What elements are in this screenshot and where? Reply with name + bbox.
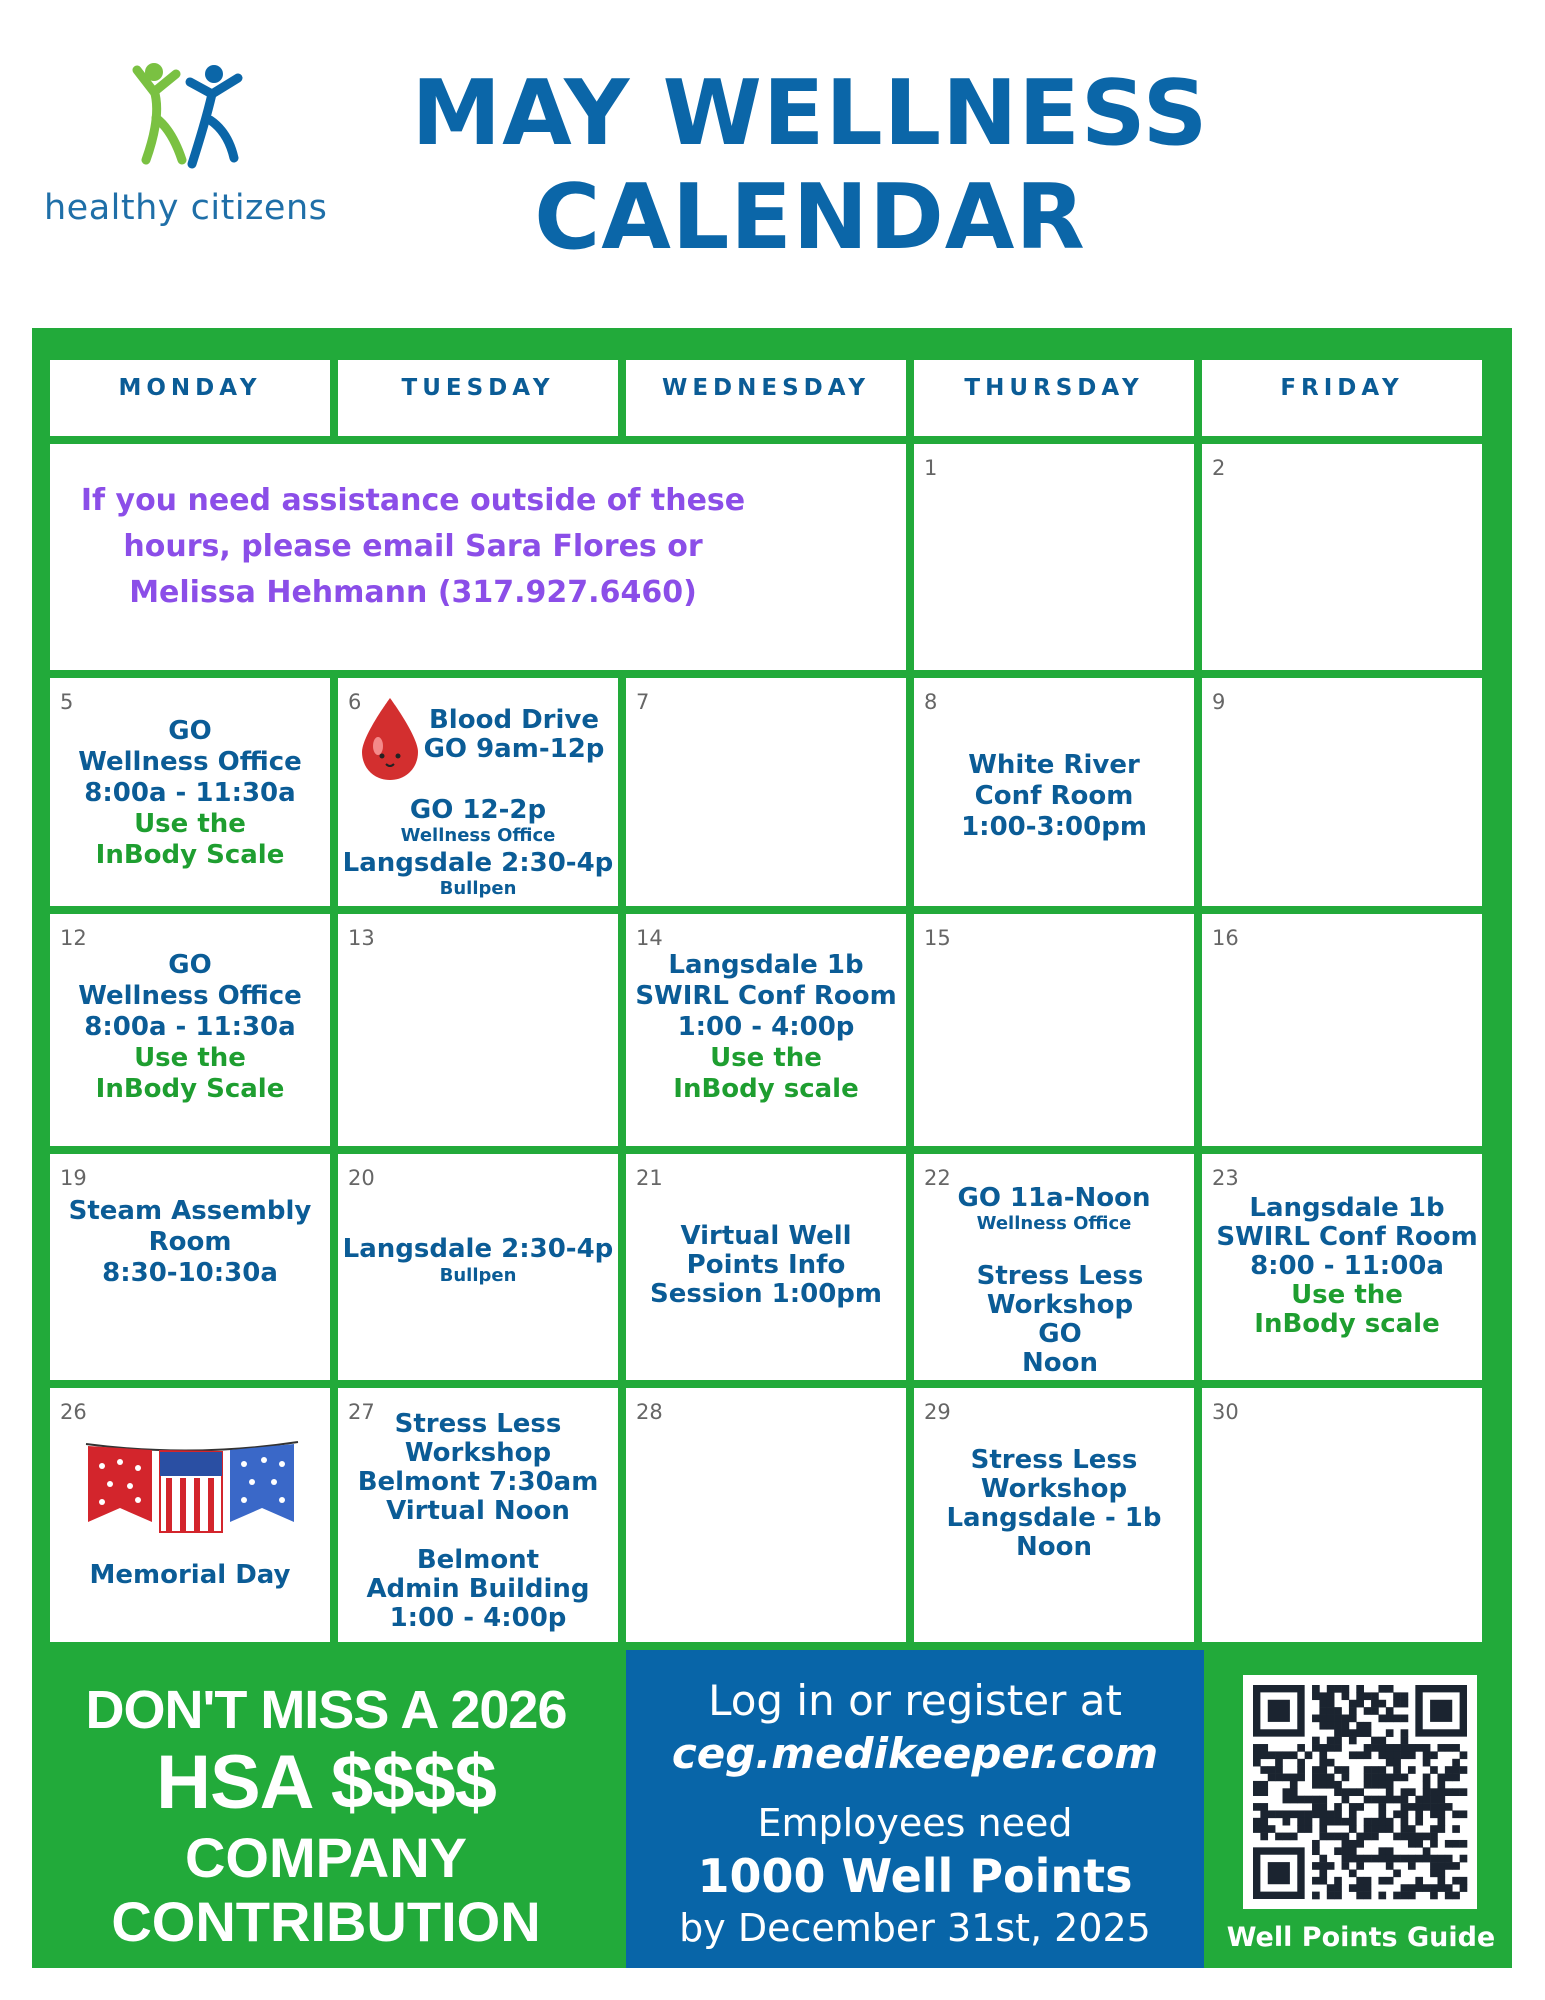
event-line: Stress Less bbox=[970, 1445, 1138, 1475]
day-cell-29 bbox=[914, 1388, 1194, 1642]
event-line: Workshop bbox=[986, 1290, 1134, 1320]
event-line: Workshop bbox=[404, 1438, 552, 1468]
event-line: Steam Assembly bbox=[68, 1196, 312, 1226]
event-line: Noon bbox=[1022, 1348, 1098, 1378]
day-cell-28 bbox=[626, 1388, 906, 1642]
inbody-line: Use the bbox=[134, 809, 246, 839]
login-line-4: 1000 Well Points bbox=[697, 1849, 1133, 1903]
day-number: 27 bbox=[348, 1400, 375, 1424]
day-cell-7 bbox=[626, 678, 906, 906]
day-number: 5 bbox=[60, 690, 74, 714]
day-number: 2 bbox=[1212, 456, 1226, 480]
inbody-line: InBody Scale bbox=[95, 1074, 285, 1104]
day-cell-22 bbox=[914, 1154, 1194, 1380]
event-line: Conf Room bbox=[974, 781, 1134, 811]
day-cell-14 bbox=[626, 914, 906, 1146]
day-number: 13 bbox=[348, 926, 375, 950]
event-subline: Bullpen bbox=[439, 878, 517, 899]
event-line: 1:00 - 4:00p bbox=[389, 1603, 567, 1633]
event-line: 8:00a - 11:30a bbox=[84, 1012, 296, 1042]
hsa-line-3: COMPANY bbox=[184, 1826, 468, 1889]
day-cell-30 bbox=[1202, 1388, 1482, 1642]
day-cell-2 bbox=[1202, 444, 1482, 670]
event-go-afternoon bbox=[338, 796, 618, 900]
event-memorial-day bbox=[50, 1560, 330, 1591]
notice-text bbox=[50, 478, 906, 616]
day-number: 12 bbox=[60, 926, 87, 950]
event-stress-less-langsdale bbox=[914, 1446, 1194, 1562]
day-cell-15 bbox=[914, 914, 1194, 1146]
day-number: 22 bbox=[924, 1166, 951, 1190]
day-number: 21 bbox=[636, 1166, 663, 1190]
day-cell-13 bbox=[338, 914, 618, 1146]
event-subline: Bullpen bbox=[439, 1265, 517, 1286]
event-virtual-well-points bbox=[626, 1222, 906, 1309]
day-cell-12 bbox=[50, 914, 330, 1146]
hsa-line-4: CONTRIBUTION bbox=[111, 1890, 541, 1953]
event-line: Belmont 7:30am bbox=[357, 1467, 599, 1497]
event-go-wellness bbox=[50, 716, 330, 871]
event-line: Langsdale 2:30-4p bbox=[342, 848, 614, 878]
day-cell-5 bbox=[50, 678, 330, 906]
event-line: Memorial Day bbox=[89, 1560, 291, 1590]
event-white-river bbox=[914, 750, 1194, 843]
inbody-line: Use the bbox=[134, 1043, 246, 1073]
day-cell-26 bbox=[50, 1388, 330, 1642]
hsa-line-1: DON'T MISS A 2026 bbox=[85, 1680, 567, 1740]
hsa-line-2: HSA $$$$ bbox=[156, 1740, 496, 1825]
qr-code[interactable] bbox=[1243, 1675, 1477, 1909]
event-line: 8:30-10:30a bbox=[102, 1258, 278, 1288]
medikeeper-link[interactable]: ceg.medikeeper.com bbox=[671, 1729, 1159, 1778]
event-line: SWIRL Conf Room bbox=[1216, 1222, 1478, 1252]
login-line-5: by December 31st, 2025 bbox=[679, 1906, 1151, 1950]
day-number: 9 bbox=[1212, 690, 1226, 714]
day-header-thursday: THURSDAY bbox=[914, 360, 1194, 436]
event-line: Admin Building bbox=[366, 1574, 590, 1604]
event-line: Langsdale 1b bbox=[668, 950, 864, 980]
event-subline: Wellness Office bbox=[400, 825, 556, 846]
page-title bbox=[340, 62, 1280, 270]
event-line: Stress Less bbox=[976, 1261, 1144, 1291]
day-cell-23 bbox=[1202, 1154, 1482, 1380]
day-cell-21 bbox=[626, 1154, 906, 1380]
event-line: GO bbox=[168, 950, 212, 980]
event-line: Virtual Well bbox=[680, 1221, 852, 1251]
event-line: Points Info bbox=[686, 1250, 846, 1280]
day-number: 6 bbox=[348, 690, 362, 714]
event-line: 8:00a - 11:30a bbox=[84, 778, 296, 808]
brand-name: healthy citizens bbox=[44, 188, 328, 228]
people-icon bbox=[132, 60, 252, 170]
login-promo bbox=[626, 1650, 1204, 1968]
event-line: Workshop bbox=[980, 1474, 1128, 1504]
event-line: Session 1:00pm bbox=[649, 1279, 883, 1309]
notice-line-1: If you need assistance outside of these bbox=[80, 483, 746, 518]
event-line: Wellness Office bbox=[78, 981, 302, 1011]
event-line: SWIRL Conf Room bbox=[635, 981, 897, 1011]
day-cell-9 bbox=[1202, 678, 1482, 906]
event-line: Stress Less bbox=[394, 1409, 562, 1439]
healthy-citizens-logo bbox=[44, 60, 344, 240]
day-header-friday: FRIDAY bbox=[1202, 360, 1482, 436]
event-line: 8:00 - 11:00a bbox=[1250, 1251, 1444, 1281]
day-header-tuesday: TUESDAY bbox=[338, 360, 618, 436]
day-number: 29 bbox=[924, 1400, 951, 1424]
event-langsdale-swirl bbox=[626, 950, 906, 1105]
title-line-1: MAY WELLNESS bbox=[411, 61, 1209, 166]
day-number: 1 bbox=[924, 456, 938, 480]
day-cell-19 bbox=[50, 1154, 330, 1380]
inbody-line: InBody scale bbox=[1254, 1309, 1440, 1339]
inbody-line: InBody Scale bbox=[95, 840, 285, 870]
event-line: GO bbox=[1038, 1319, 1082, 1349]
day-number: 23 bbox=[1212, 1166, 1239, 1190]
day-number: 28 bbox=[636, 1400, 663, 1424]
event-steam-assembly bbox=[50, 1196, 330, 1289]
inbody-line: InBody scale bbox=[673, 1074, 859, 1104]
event-line: Langsdale 1b bbox=[1249, 1193, 1445, 1223]
event-line: GO 12-2p bbox=[409, 795, 547, 825]
qr-section bbox=[1210, 1650, 1512, 1968]
login-line-3: Employees need bbox=[757, 1801, 1073, 1845]
day-number: 14 bbox=[636, 926, 663, 950]
inbody-line: Use the bbox=[710, 1043, 822, 1073]
event-langsdale-bullpen bbox=[338, 1234, 618, 1287]
day-cell-20 bbox=[338, 1154, 618, 1380]
day-cell-27 bbox=[338, 1388, 618, 1642]
event-go-wellness bbox=[50, 950, 330, 1105]
day-cell-16 bbox=[1202, 914, 1482, 1146]
event-stress-less bbox=[926, 1262, 1194, 1378]
event-line: Noon bbox=[1016, 1532, 1092, 1562]
event-stress-less-belmont bbox=[338, 1410, 618, 1526]
day-cell-6 bbox=[338, 678, 618, 906]
event-blood-drive bbox=[410, 706, 618, 764]
day-number: 30 bbox=[1212, 1400, 1239, 1424]
day-number: 7 bbox=[636, 690, 650, 714]
event-line: Blood Drive bbox=[428, 705, 599, 735]
day-number: 16 bbox=[1212, 926, 1239, 950]
event-go-11a bbox=[914, 1184, 1194, 1235]
day-cell-8 bbox=[914, 678, 1194, 906]
event-line: Langsdale 2:30-4p bbox=[342, 1234, 614, 1264]
event-line: 1:00-3:00pm bbox=[961, 812, 1147, 842]
inbody-line: Use the bbox=[1291, 1280, 1403, 1310]
qr-code-icon bbox=[1243, 1675, 1477, 1909]
notice-line-3: Melissa Hehmann (317.927.6460) bbox=[129, 575, 697, 610]
event-line: GO 11a-Noon bbox=[957, 1183, 1151, 1213]
event-line: Room bbox=[148, 1227, 232, 1257]
event-line: White River bbox=[968, 750, 1140, 780]
event-line: GO bbox=[168, 716, 212, 746]
day-number: 15 bbox=[924, 926, 951, 950]
day-number: 26 bbox=[60, 1400, 87, 1424]
event-belmont-admin bbox=[338, 1546, 618, 1633]
notice-line-2: hours, please email Sara Flores or bbox=[123, 529, 703, 564]
event-line: Virtual Noon bbox=[386, 1496, 570, 1526]
assistance-notice bbox=[50, 444, 906, 670]
hsa-promo bbox=[32, 1650, 620, 1968]
event-line: 1:00 - 4:00p bbox=[677, 1012, 855, 1042]
flag-bunting-icon bbox=[82, 1438, 302, 1538]
day-number: 20 bbox=[348, 1166, 375, 1190]
event-line: Wellness Office bbox=[78, 747, 302, 777]
qr-label: Well Points Guide bbox=[1226, 1922, 1496, 1953]
event-line: Langsdale - 1b bbox=[946, 1503, 1162, 1533]
day-header-wednesday: WEDNESDAY bbox=[626, 360, 906, 436]
day-cell-1 bbox=[914, 444, 1194, 670]
event-subline: Wellness Office bbox=[976, 1213, 1132, 1234]
event-langsdale-swirl bbox=[1212, 1194, 1482, 1339]
day-number: 8 bbox=[924, 690, 938, 714]
day-header-monday: MONDAY bbox=[50, 360, 330, 436]
login-line-1: Log in or register at bbox=[708, 1676, 1122, 1725]
event-line: GO 9am-12p bbox=[423, 734, 605, 764]
title-line-2: CALENDAR bbox=[534, 165, 1086, 270]
event-line: Belmont bbox=[416, 1545, 540, 1575]
day-number: 19 bbox=[60, 1166, 87, 1190]
